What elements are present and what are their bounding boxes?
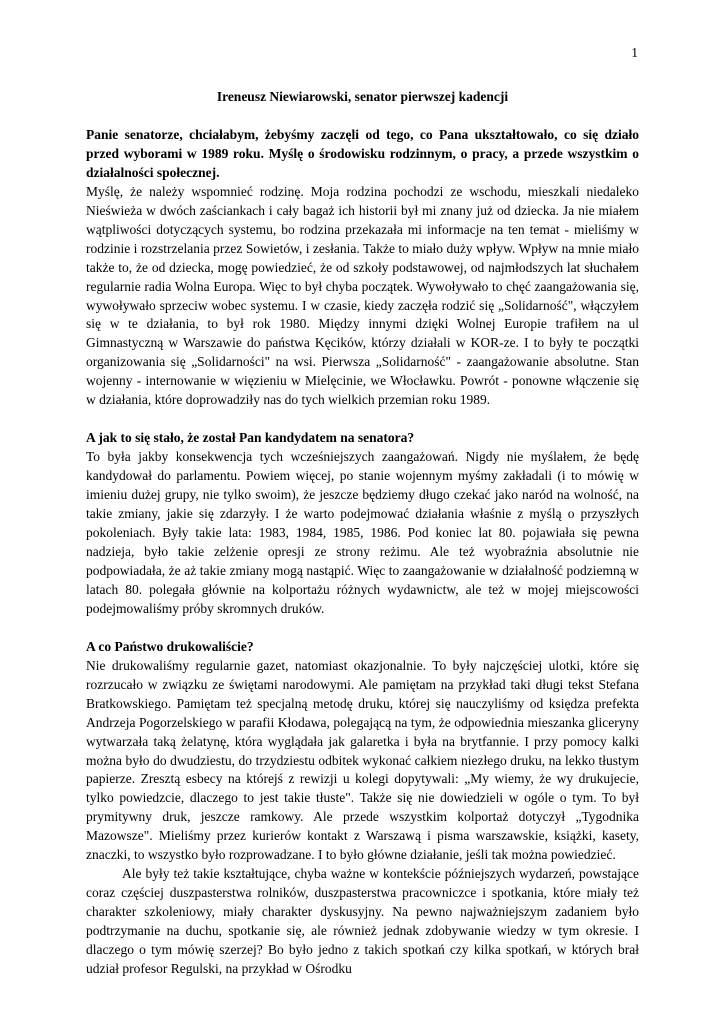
answer-3-paragraph-2: Ale były też takie kształtujące, chyba ważne w kontekście późniejszych wydarzeń, powstające coraz częściej duszpasterstwa rolników, duszpasterstwa pracowniczce i spotkania, które miały też charakter szkoleniowy, miały charakter dyskusyjny. Na pewno najważniejszym zadaniem było podtrzymanie na duchu, spotkanie się, ale również jednak zdobywanie wiedzy w tym okresie. I dlaczego o tym mówię szerzej? Bo było jedno z takich spotkań czy kilka spotkań, w których brał udział profesor Regulski, na przykład w Ośrodku	[86, 866, 639, 976]
answer-3-paragraph-1: Nie drukowaliśmy regularnie gazet, natomiast okazjonalnie. To były najczęściej ulotki, które się rozrzucało w związku ze świętami narodowymi. Ale pamiętam na przykład taki długi tekst Stefana Bratkowskiego. Pamiętam też specjalną metodę druku, której się nauczyliśmy od księdza prefekta Andrzeja Pogorzelskiego w parafii Kłodawa, polegającą na tym, że odpowiednia mieszanka gliceryny wytwarzała taką żelatynę, która wyglądała jak galaretka i była na brytfannie. I przy pomocy kalki można było do dwudziestu, do trzydziestu odbitek wykonać całkiem niezłego druku, na lekko tłustym papierze. Zresztą esbecy na którejś z rewizji u kolegi dopytywali: „My wiemy, że wy drukujecie, tylko powiedzcie, dlaczego to jest takie tłuste". Także się nie dowiedzieli w ogóle o tym. To był prymitywny druk, jeszcze ramkowy. Ale przede wszystkim kolportaż dotyczył „Tygodnika Mazowsze". Mieliśmy przez kurierów kontakt z Warszawą i pisma warszawskie, książki, kasety, znaczki, to wszystko było rozprowadzane. I to było główne działanie, jeśli tak można powiedzieć.	[86, 657, 639, 863]
question-3: A co Państwo drukowaliście?	[86, 638, 254, 654]
page-number: 1	[631, 45, 638, 60]
answer-2-paragraph: To była jakby konsekwencja tych wcześniejszych zaangażowań. Nigdy nie myślałem, że będę kandydował do parlamentu. Powiem więcej, po stanie wojennym myśmy zakładali (i to mówię w imieniu dużej grupy, nie tylko swoim), że jeszcze będziemy długo czekać jako naród na wolność, na takie zmiany, jakie się zdarzyły. I że warto podejmować działania właśnie z myślą o przyszłych pokoleniach. Były takie lata: 1983, 1984, 1985, 1986. Pod koniec lat 80. pojawiała się pewna nadzieja, było takie zelżenie opresji ze strony reżimu. Ale też wyobraźnia absolutnie nie podpowiadała, że aż takie zmiany mogą nastąpić. Więc to zaangażowanie w działalność podziemną w latach 80. polegała głównie na kolportażu różnych wydawnictw, ale też w mojej miejscowości podejmowaliśmy próby skromnych druków.	[86, 449, 639, 616]
answer-1-paragraph: Myślę, że należy wspomnieć rodzinę. Moja rodzina pochodzi ze wschodu, mieszkali niedaleko Nieświeża w dwóch zaściankach i cały bagaż ich historii był mi znany już od dziecka. Ja nie miałem wątpliwości dotyczących systemu, bo rodzina przekazała mi informacje na ten temat - mieliśmy w rodzinie i rozstrzelania przez Sowietów, i zesłania. Także to miało duży wpływ. Wpływ na mnie miało także to, że od dziecka, mogę powiedzieć, że od szkoły podstawowej, od najmłodszych lat słuchałem regularnie radia Wolna Europa. Więc to był chyba początek. Wywoływało to chęć zaangażowania się, wywoływało sprzeciw wobec systemu. I w czasie, kiedy zaczęła rodzić się „Solidarność", włączyłem się w te działania, to był rok 1980. Między innymi dzięki Wolnej Europie trafiłem na ul Gimnastyczną w Warszawie do państwa Kęcików, którzy działali w KOR-ze. I to były te początki organizowania się „Solidarności" na wsi. Pierwsza „Solidarność" - zaangażowanie absolutne. Stan wojenny - internowanie w więzieniu w Mielęcinie, we Włocławku. Powrót - ponowne włączenie się w działania, które doprowadziły nas do tych wielkich przemian roku 1989.	[86, 183, 639, 408]
question-1: Panie senatorze, chciałabym, żebyśmy zaczęli od tego, co Pana ukształtowało, co się działo przed wyborami w 1989 roku. Myślę o środowisku rodzinnym, o pracy, a przede wszystkim o działalności społecznej.	[86, 126, 639, 180]
document-body	[86, 88, 639, 979]
question-2: A jak to się stało, że został Pan kandydatem na senatora?	[86, 430, 415, 446]
document-title: Ireneusz Niewiarowski, senator pierwszej kadencji	[216, 89, 509, 104]
